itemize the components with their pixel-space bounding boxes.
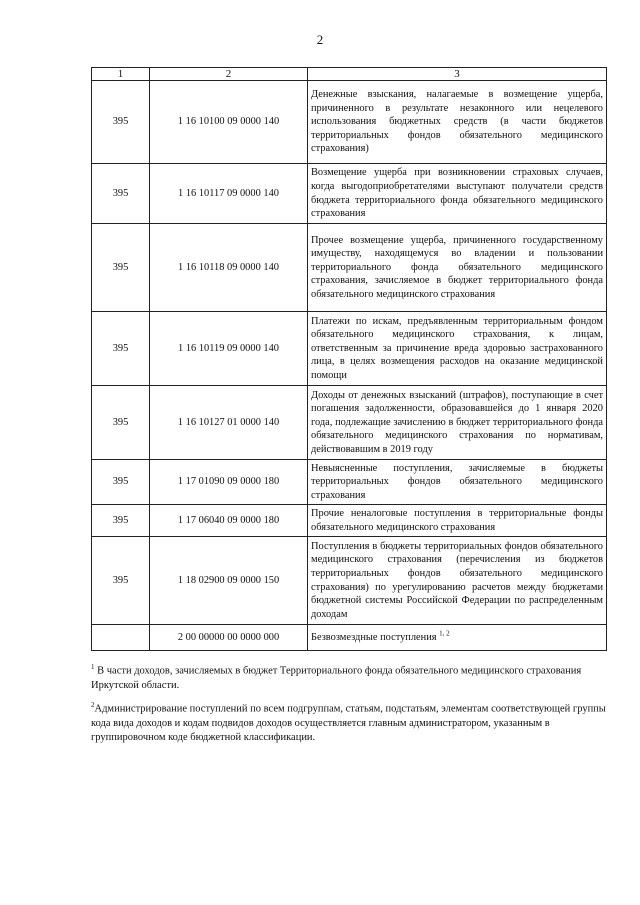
admin-code-cell: 395 bbox=[92, 386, 150, 460]
revenue-name-cell: Платежи по искам, предъявленным территориальным фондом обязательного медицинского страхования, к лицам, ответственным за причинение вреда здоровью застрахованного лица, в целях возмещения расходов на оказание медицинской помощи bbox=[308, 312, 607, 386]
revenue-code-cell: 2 00 00000 00 0000 000 bbox=[150, 625, 308, 651]
revenue-name-cell: Прочие неналоговые поступления в территориальные фонды обязательного медицинского страхования bbox=[308, 505, 607, 537]
table-header-row bbox=[92, 68, 607, 81]
footnotes bbox=[91, 660, 611, 750]
admin-code-cell: 395 bbox=[92, 505, 150, 537]
admin-code-cell: 395 bbox=[92, 224, 150, 312]
footnote-text: В части доходов, зачисляемых в бюджет Территориального фонда обязательного медицинского страхования Иркутской области. bbox=[91, 665, 582, 691]
header-col-3: 3 bbox=[308, 68, 607, 81]
footnote-mark: 1 bbox=[91, 663, 95, 671]
revenue-name-text: Безвозмездные поступления bbox=[311, 631, 437, 643]
footnote bbox=[91, 698, 611, 746]
revenue-code-cell: 1 17 06040 09 0000 180 bbox=[150, 505, 308, 537]
footnote-text: Администрирование поступлений по всем подгруппам, статьям, подстатьям, элементам соответствующей группы кода вида доходов и кодам подвидов доходов осуществляется главным администратором, указанным в группировочном коде бюджетной классификации. bbox=[91, 703, 606, 743]
admin-code-cell: 395 bbox=[92, 537, 150, 625]
table-row bbox=[92, 312, 607, 386]
revenue-name-cell bbox=[308, 625, 607, 651]
revenue-name-cell: Прочее возмещение ущерба, причиненного государственному имуществу, находящемуся во владении и пользовании территориального фонда обязательного медицинского страхования, зачисляемое в бюджет территориального фонда обязательного медицинского страхования bbox=[308, 224, 607, 312]
table-row bbox=[92, 164, 607, 224]
header-col-1: 1 bbox=[92, 68, 150, 81]
page-number: 2 bbox=[316, 32, 324, 47]
admin-code-cell: 395 bbox=[92, 164, 150, 224]
admin-code-cell: 395 bbox=[92, 81, 150, 164]
table-row bbox=[92, 386, 607, 460]
admin-code-cell: 395 bbox=[92, 460, 150, 505]
revenue-name-cell: Возмещение ущерба при возникновении страховых случаев, когда выгодоприобретателями выступают получатели средств бюджета территориального фонда обязательного медицинского страхования bbox=[308, 164, 607, 224]
revenue-classification-table bbox=[91, 67, 607, 651]
footnote-reference: 1, 2 bbox=[439, 629, 450, 638]
footnote bbox=[91, 660, 611, 694]
header-col-2: 2 bbox=[150, 68, 308, 81]
table-row bbox=[92, 460, 607, 505]
revenue-code-cell: 1 16 10118 09 0000 140 bbox=[150, 224, 308, 312]
table-row bbox=[92, 505, 607, 537]
revenue-code-cell: 1 16 10127 01 0000 140 bbox=[150, 386, 308, 460]
table-row bbox=[92, 81, 607, 164]
revenue-name-cell: Невыясненные поступления, зачисляемые в бюджеты территориальных фондов обязательного медицинского страхования bbox=[308, 460, 607, 505]
admin-code-cell bbox=[92, 625, 150, 651]
revenue-code-cell: 1 16 10119 09 0000 140 bbox=[150, 312, 308, 386]
footnote-mark: 2 bbox=[91, 700, 95, 709]
revenue-name-cell: Поступления в бюджеты территориальных фондов обязательного медицинского страхования (перечисления из бюджетов территориальных фондов обязательного медицинского страхования) по урегулированию расчетов между бюджетами бюджетной системы Российской Федерации по распределенным доходам bbox=[308, 537, 607, 625]
table-row bbox=[92, 625, 607, 651]
revenue-name-cell: Денежные взыскания, налагаемые в возмещение ущерба, причиненного в результате незаконного или нецелевого использования бюджетных средств (в части бюджетов территориальных фондов обязательного медицинского страхования) bbox=[308, 81, 607, 164]
revenue-code-cell: 1 16 10117 09 0000 140 bbox=[150, 164, 308, 224]
table-row bbox=[92, 537, 607, 625]
table-row bbox=[92, 224, 607, 312]
admin-code-cell: 395 bbox=[92, 312, 150, 386]
revenue-code-cell: 1 17 01090 09 0000 180 bbox=[150, 460, 308, 505]
revenue-name-cell: Доходы от денежных взысканий (штрафов), поступающие в счет погашения задолженности, образовавшейся до 1 января 2020 года, подлежащие зачислению в бюджет территориального фонда обязательного медицинского страхования по нормативам, действовавшим в 2019 году bbox=[308, 386, 607, 460]
revenue-code-cell: 1 18 02900 09 0000 150 bbox=[150, 537, 308, 625]
revenue-code-cell: 1 16 10100 09 0000 140 bbox=[150, 81, 308, 164]
